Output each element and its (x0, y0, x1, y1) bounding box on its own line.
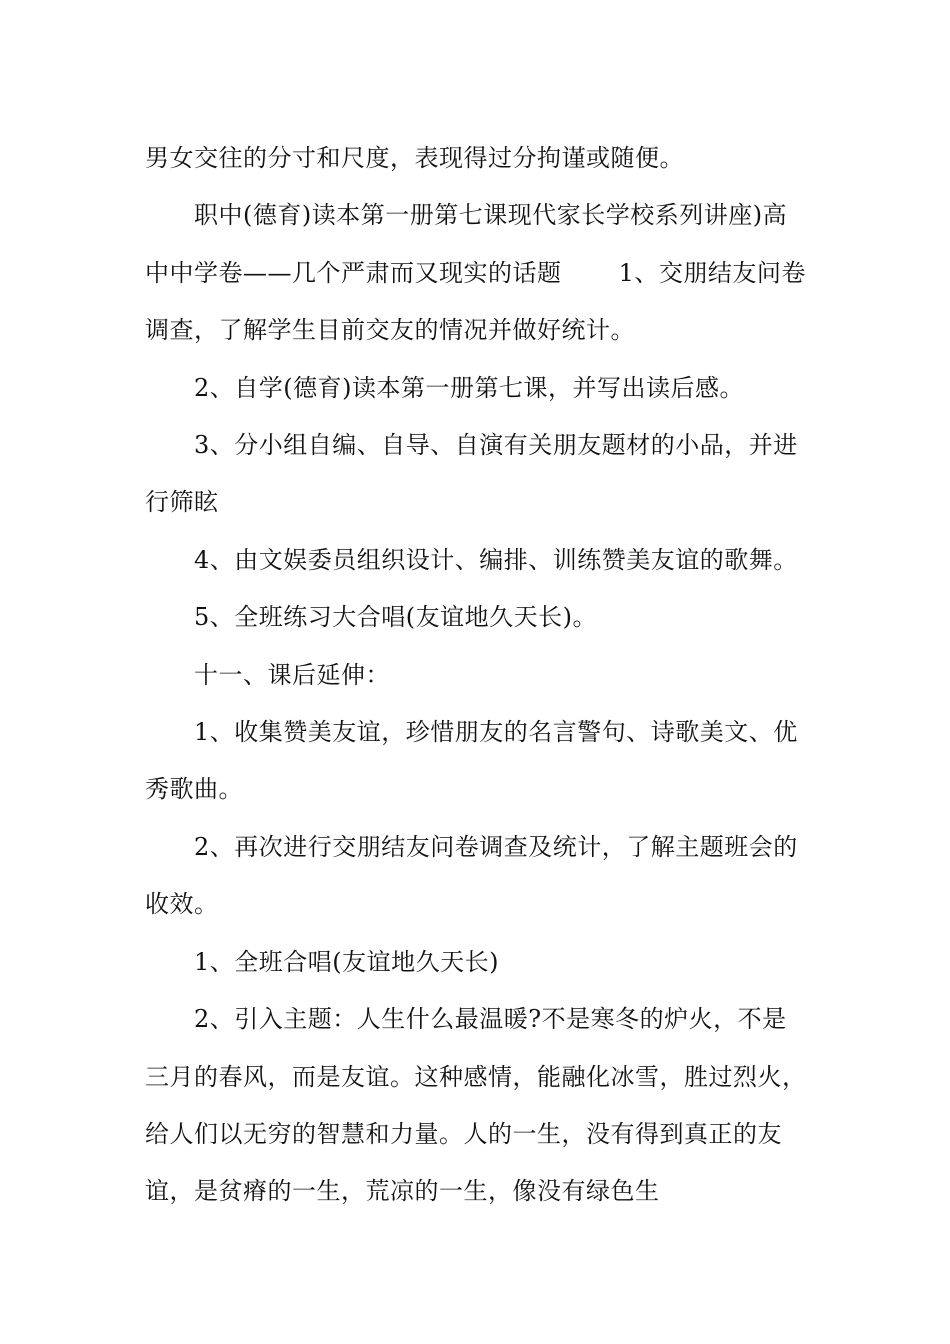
section-heading-extension: 十一、课后延伸： (194, 660, 390, 689)
paragraph-9: 2、再次进行交朋结友问卷调查及统计，了解主题班会的收效。 (145, 832, 798, 919)
paragraph-8: 1、收集赞美友谊，珍惜朋友的名言警句、诗歌美文、优秀歌曲。 (145, 718, 798, 804)
paragraph-11: 2、引入主题：人生什么最温暖?不是寒冬的炉火，不是三月的春风，而是友谊。这种感情，能融化冰雪，胜过烈火，给人们以无穷的智慧和力量。人的一生，没有得到真正的友谊，是贫瘠的一生，荒凉的一生，像没有绿色生 (145, 1005, 807, 1206)
document-body (145, 130, 807, 1221)
paragraph-2: 职中(德育)读本第一册第七课现代家长学校系列讲座)高中中学卷——几个严肃而又现实的话题 1、交朋结友问卷调查，了解学生目前交友的情况并做好统计。 (145, 201, 806, 345)
paragraph-3: 2、自学(德育)读本第一册第七课，并写出读后感。 (194, 373, 744, 402)
paragraph-1: 男女交往的分寸和尺度，表现得过分拘谨或随便。 (145, 144, 684, 172)
paragraph-4: 3、分小组自编、自导、自演有关朋友题材的小品，并进行筛眩 (145, 431, 798, 517)
paragraph-5: 4、由文娱委员组织设计、编排、训练赞美友谊的歌舞。 (194, 545, 798, 574)
paragraph-6: 5、全班练习大合唱(友谊地久天长)。 (194, 603, 597, 632)
paragraph-10: 1、全班合唱(友谊地久天长) (194, 947, 499, 976)
